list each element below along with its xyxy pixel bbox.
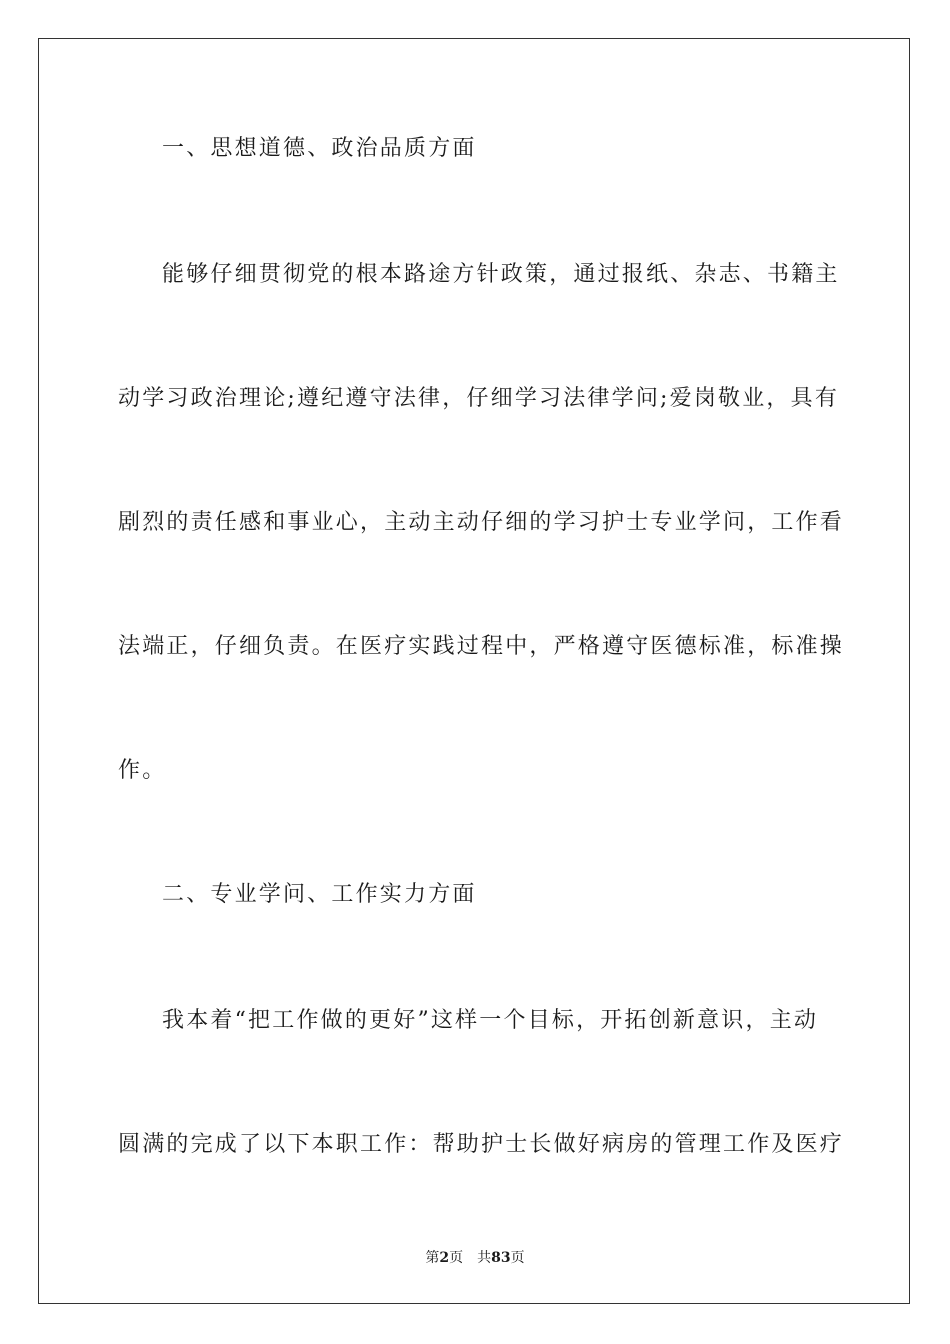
paragraph-line: 法端正，仔细负责。在医疗实践过程中，严格遵守医德标准，标准操 xyxy=(118,634,845,659)
paragraph-line: 作。 xyxy=(118,758,167,783)
paragraph-line: 圆满的完成了以下本职工作：帮助护士长做好病房的管理工作及医疗 xyxy=(118,1132,845,1157)
page-frame xyxy=(38,38,910,1304)
paragraph-line: 我本着“把工作做的更好”这样一个目标，开拓创新意识，主动 xyxy=(162,1008,819,1033)
paragraph-line: 能够仔细贯彻党的根本路途方针政策，通过报纸、杂志、书籍主 xyxy=(162,262,840,287)
footer-total-pages: 83 xyxy=(491,1250,511,1266)
footer-middle: 页 共 xyxy=(449,1250,492,1266)
footer-prefix: 第 xyxy=(425,1250,440,1266)
section-heading-2: 二、专业学问、工作实力方面 xyxy=(162,882,477,907)
footer-suffix: 页 xyxy=(510,1250,525,1266)
section-heading-1: 一、思想道德、政治品质方面 xyxy=(162,136,477,161)
paragraph-line: 剧烈的责任感和事业心，主动主动仔细的学习护士专业学问，工作看 xyxy=(118,510,845,535)
paragraph-line: 动学习政治理论;遵纪遵守法律，仔细学习法律学问;爱岗敬业，具有 xyxy=(118,386,840,411)
page-footer xyxy=(0,1248,950,1268)
footer-page-number: 2 xyxy=(439,1250,450,1266)
